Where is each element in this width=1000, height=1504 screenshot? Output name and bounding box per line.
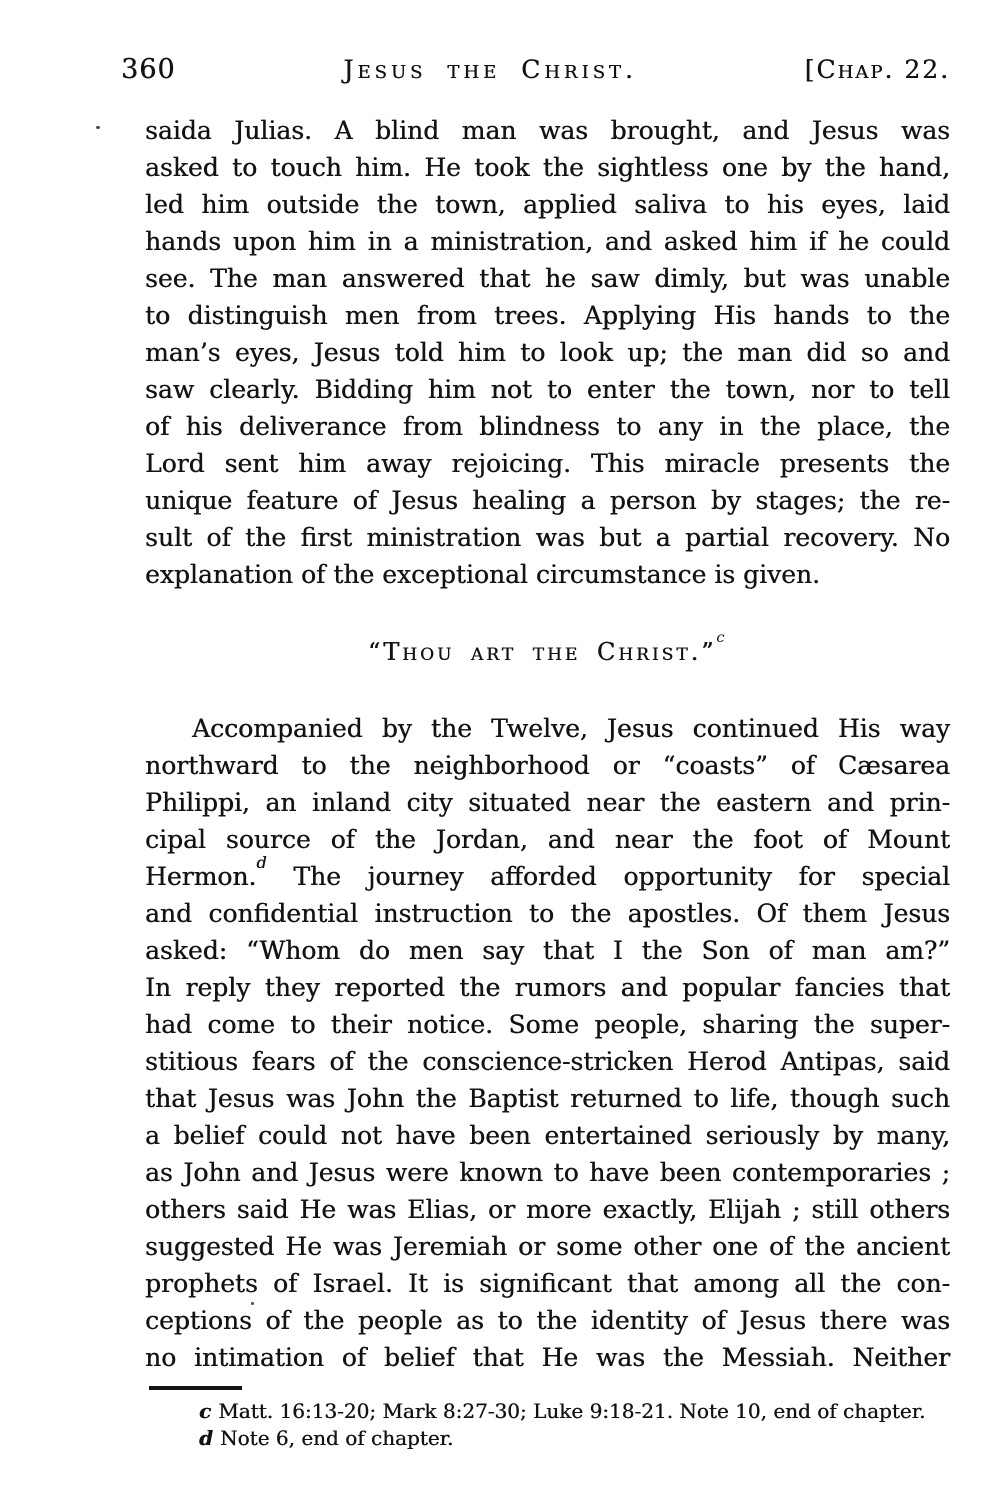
body-line: In reply they reported the rumors and popular fancies that: [145, 973, 950, 1002]
chapter-label: [Chap. 22.: [804, 55, 950, 84]
body-line: prophets of Israel. It is significant that among all the con-: [145, 1269, 950, 1298]
body-line: suggested He was Jeremiah or some other one of the ancient: [145, 1232, 950, 1261]
hermon-text-rest: The journey afforded opportunity for special: [266, 862, 950, 891]
footnote-separator-rule: [149, 1386, 242, 1390]
paragraph-thou-art-the-christ: [145, 710, 950, 1376]
footnotes: [199, 1398, 948, 1452]
body-line: saw clearly. Bidding him not to enter the town, nor to tell: [145, 375, 950, 404]
body-line: see. The man answered that he saw dimly, but was unable: [145, 264, 950, 293]
scan-artifact-dot: [251, 1302, 254, 1305]
body-line: sult of the first ministration was but a partial recovery. No: [145, 523, 950, 552]
body-line: ceptions of the people as to the identity of Jesus there was: [145, 1306, 950, 1335]
body-line: cipal source of the Jordan, and near the foot of Mount: [145, 825, 950, 854]
body-line: stitious fears of the conscience-stricken Herod Antipas, said: [145, 1047, 950, 1076]
running-head: [121, 54, 950, 85]
footnote-ref-d: d: [256, 852, 267, 872]
section-heading-text: “Thou art the Christ.”: [367, 638, 717, 666]
body-line: of his deliverance from blindness to any in the place, the: [145, 412, 950, 441]
body-line: Philippi, an inland city situated near the eastern and prin-: [145, 788, 950, 817]
body-line: a belief could not have been entertained seriously by many,: [145, 1121, 950, 1150]
footnote-text: Note 6, end of chapter.: [219, 1426, 454, 1450]
body-line: northward to the neighborhood or “coasts” of Cæsarea: [145, 751, 950, 780]
body-line: to distinguish men from trees. Applying His hands to the: [145, 301, 950, 330]
body-line: as John and Jesus were known to have been contemporaries ;: [145, 1158, 950, 1187]
body-line-first: Accompanied by the Twelve, Jesus continued His way: [192, 714, 950, 743]
footnote-text: Matt. 16:13-20; Mark 8:27-30; Luke 9:18-21. Note 10, end of chapter.: [218, 1399, 926, 1423]
footnote-marker: d: [199, 1426, 213, 1450]
footnote-ref-c: c: [716, 630, 728, 646]
body-line-hermon: [145, 852, 950, 895]
footnote-marker: c: [199, 1399, 212, 1423]
body-line-last: explanation of the exceptional circumstance is given.: [145, 560, 820, 589]
section-heading: [145, 630, 950, 671]
page-number: 360: [121, 54, 176, 85]
scan-artifact-dot: [96, 126, 100, 129]
body-line: and confidential instruction to the apostles. Of them Jesus: [145, 899, 950, 928]
body-line: asked to touch him. He took the sightless one by the hand,: [145, 153, 950, 182]
body-line: no intimation of belief that He was the Messiah. Neither: [145, 1343, 950, 1372]
body-line: Lord sent him away rejoicing. This miracle presents the: [145, 449, 950, 478]
body-line: others said He was Elias, or more exactly, Elijah ; still others: [145, 1195, 950, 1224]
body-line: man’s eyes, Jesus told him to look up; the man did so and: [145, 338, 950, 367]
body-line: asked: “Whom do men say that I the Son of man am?”: [145, 936, 950, 965]
body-line: that Jesus was John the Baptist returned to life, though such: [145, 1084, 950, 1113]
body-line: led him outside the town, applied saliva to his eyes, laid: [145, 190, 950, 219]
footnote-line: [199, 1425, 948, 1452]
footnote-line: [199, 1398, 948, 1425]
paragraph-blind-man-healing: [145, 112, 950, 593]
body-line: unique feature of Jesus healing a person by stages; the re-: [145, 486, 950, 515]
body-line: hands upon him in a ministration, and asked him if he could: [145, 227, 950, 256]
body-line: saida Julias. A blind man was brought, and Jesus was: [145, 116, 950, 145]
hermon-text: Hermon.: [145, 862, 257, 891]
running-title: Jesus the Christ.: [343, 55, 637, 84]
body-line: had come to their notice. Some people, sharing the super-: [145, 1010, 950, 1039]
